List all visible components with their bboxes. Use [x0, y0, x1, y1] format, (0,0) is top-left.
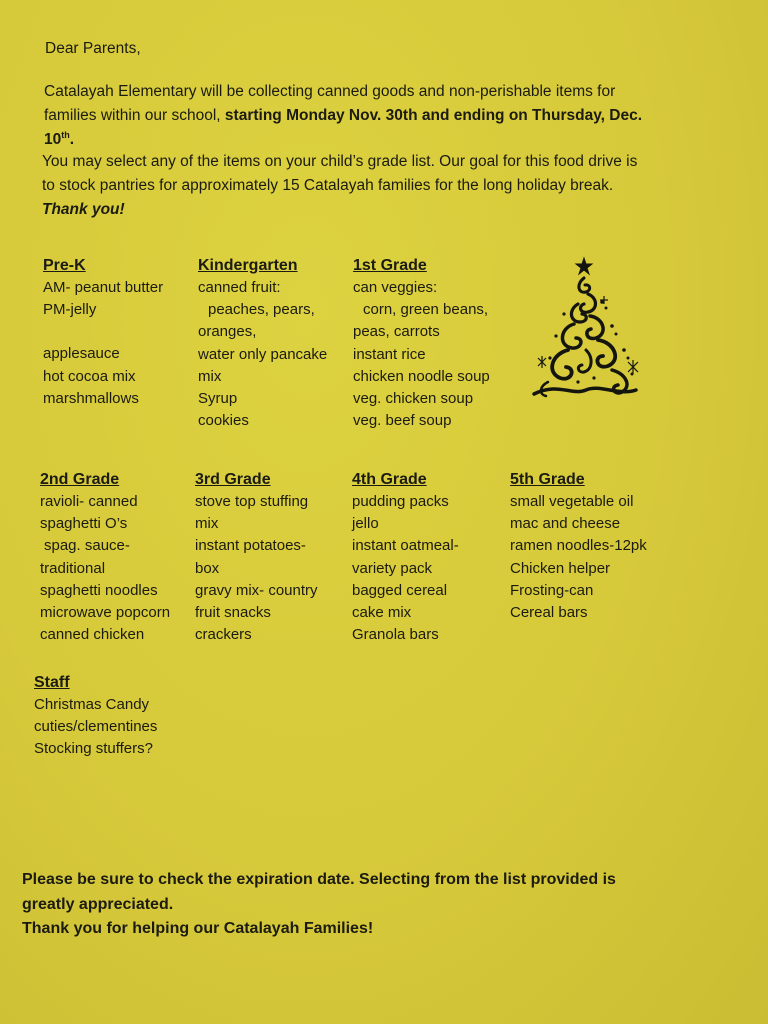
- list-item: spag. sauce-: [44, 537, 130, 555]
- list-item: Stocking stuffers?: [34, 740, 153, 758]
- list-item: canned chicken: [40, 626, 145, 644]
- footer-line-3: Thank you for helping our Catalayah Families!: [22, 920, 374, 937]
- list-item: cookies: [198, 412, 249, 430]
- grade-title: 4th Grade: [352, 471, 427, 488]
- grade-third: [195, 469, 318, 646]
- list-item: Chicken helper: [510, 559, 611, 577]
- grade-kindergarten: [198, 255, 327, 432]
- list-item: box: [195, 559, 220, 577]
- christmas-tree-icon: [528, 254, 644, 408]
- grade-second: [40, 469, 170, 646]
- grade-prek: [43, 255, 163, 410]
- list-item: Cereal bars: [510, 604, 588, 622]
- list-item: Granola bars: [352, 626, 439, 644]
- intro-line-1: Catalayah Elementary will be collecting canned goods and non-perishable items for: [44, 83, 616, 100]
- list-item: spaghetti O’s: [40, 515, 128, 533]
- list-item: small vegetable oil: [510, 493, 634, 510]
- list-item: cuties/clementines: [34, 718, 158, 736]
- grade-fourth: [352, 469, 459, 646]
- list-item: ramen noodles-12pk: [510, 537, 647, 555]
- intro-paragraph: [44, 80, 642, 152]
- list-item: veg. beef soup: [353, 412, 452, 430]
- list-item: mac and cheese: [510, 515, 621, 533]
- greeting: Dear Parents,: [45, 40, 141, 57]
- footer-line-2: greatly appreciated.: [22, 895, 174, 913]
- list-item: applesauce: [43, 345, 120, 363]
- list-item: instant rice: [353, 345, 426, 363]
- list-item: AM- peanut butter: [43, 279, 164, 296]
- list-item: Christmas Candy: [34, 696, 150, 713]
- list-item: veg. chicken soup: [353, 390, 474, 408]
- list-item: oranges,: [198, 323, 257, 341]
- list-item: mix: [198, 367, 222, 385]
- intro-line-2a: families within our school,: [44, 107, 225, 124]
- list-item: bagged cereal: [352, 581, 448, 599]
- list-item: pudding packs: [352, 493, 449, 510]
- list-item: peaches, pears,: [208, 301, 315, 319]
- footer-line-1: Please be sure to check the expiration date. Selecting from the list provided is: [22, 871, 616, 888]
- intro-dates: starting Monday Nov. 30th and ending on Thursday, Dec.: [224, 107, 643, 124]
- list-item: instant potatoes-: [195, 537, 306, 555]
- list-item: mix: [195, 515, 219, 533]
- list-item: hot cocoa mix: [43, 367, 136, 385]
- list-item: traditional: [40, 559, 106, 577]
- list-item: microwave popcorn: [40, 604, 171, 622]
- list-item: water only pancake: [198, 345, 328, 363]
- list-item: ravioli- canned: [40, 493, 138, 510]
- list-item: gravy mix- country: [195, 581, 318, 599]
- grade-title: 1st Grade: [353, 257, 427, 274]
- list-item: spaghetti noodles: [40, 581, 158, 599]
- list-item: can veggies:: [353, 279, 438, 296]
- grade-fifth: [510, 469, 647, 624]
- list-item: peas, carrots: [353, 323, 440, 341]
- list-item: jello: [352, 515, 379, 533]
- list-item: stove top stuffing: [195, 493, 309, 510]
- list-item: Syrup: [198, 390, 238, 408]
- list-item: canned fruit:: [198, 279, 281, 296]
- list-item: PM-jelly: [43, 301, 97, 319]
- grade-title: Pre-K: [43, 257, 86, 274]
- list-item: variety pack: [352, 559, 433, 577]
- list-item: instant oatmeal-: [352, 537, 459, 555]
- list-item: corn, green beans,: [363, 301, 489, 319]
- staff-list: [34, 672, 157, 761]
- thank-you: Thank you!: [42, 201, 125, 218]
- goal-line-1: You may select any of the items on your child’s grade list. Our goal for this food drive is: [42, 153, 638, 170]
- grade-first: [353, 255, 490, 432]
- list-item: crackers: [195, 626, 252, 644]
- grade-title: 5th Grade: [510, 471, 585, 488]
- footer-note: [22, 868, 616, 942]
- goal-line-2: to stock pantries for approximately 15 Catalayah families for the long holiday break.: [42, 177, 614, 194]
- grade-title: Kindergarten: [198, 257, 298, 274]
- grade-title: 3rd Grade: [195, 471, 271, 488]
- grade-title: Staff: [34, 674, 70, 691]
- intro-date-end: 10th.: [44, 129, 75, 148]
- list-item: chicken noodle soup: [353, 367, 490, 385]
- list-item: fruit snacks: [195, 604, 271, 622]
- list-item: cake mix: [352, 604, 412, 622]
- list-item: marshmallows: [43, 389, 139, 407]
- grade-title: 2nd Grade: [40, 471, 120, 488]
- list-item: Frosting-can: [510, 581, 594, 599]
- goal-paragraph: [42, 150, 637, 222]
